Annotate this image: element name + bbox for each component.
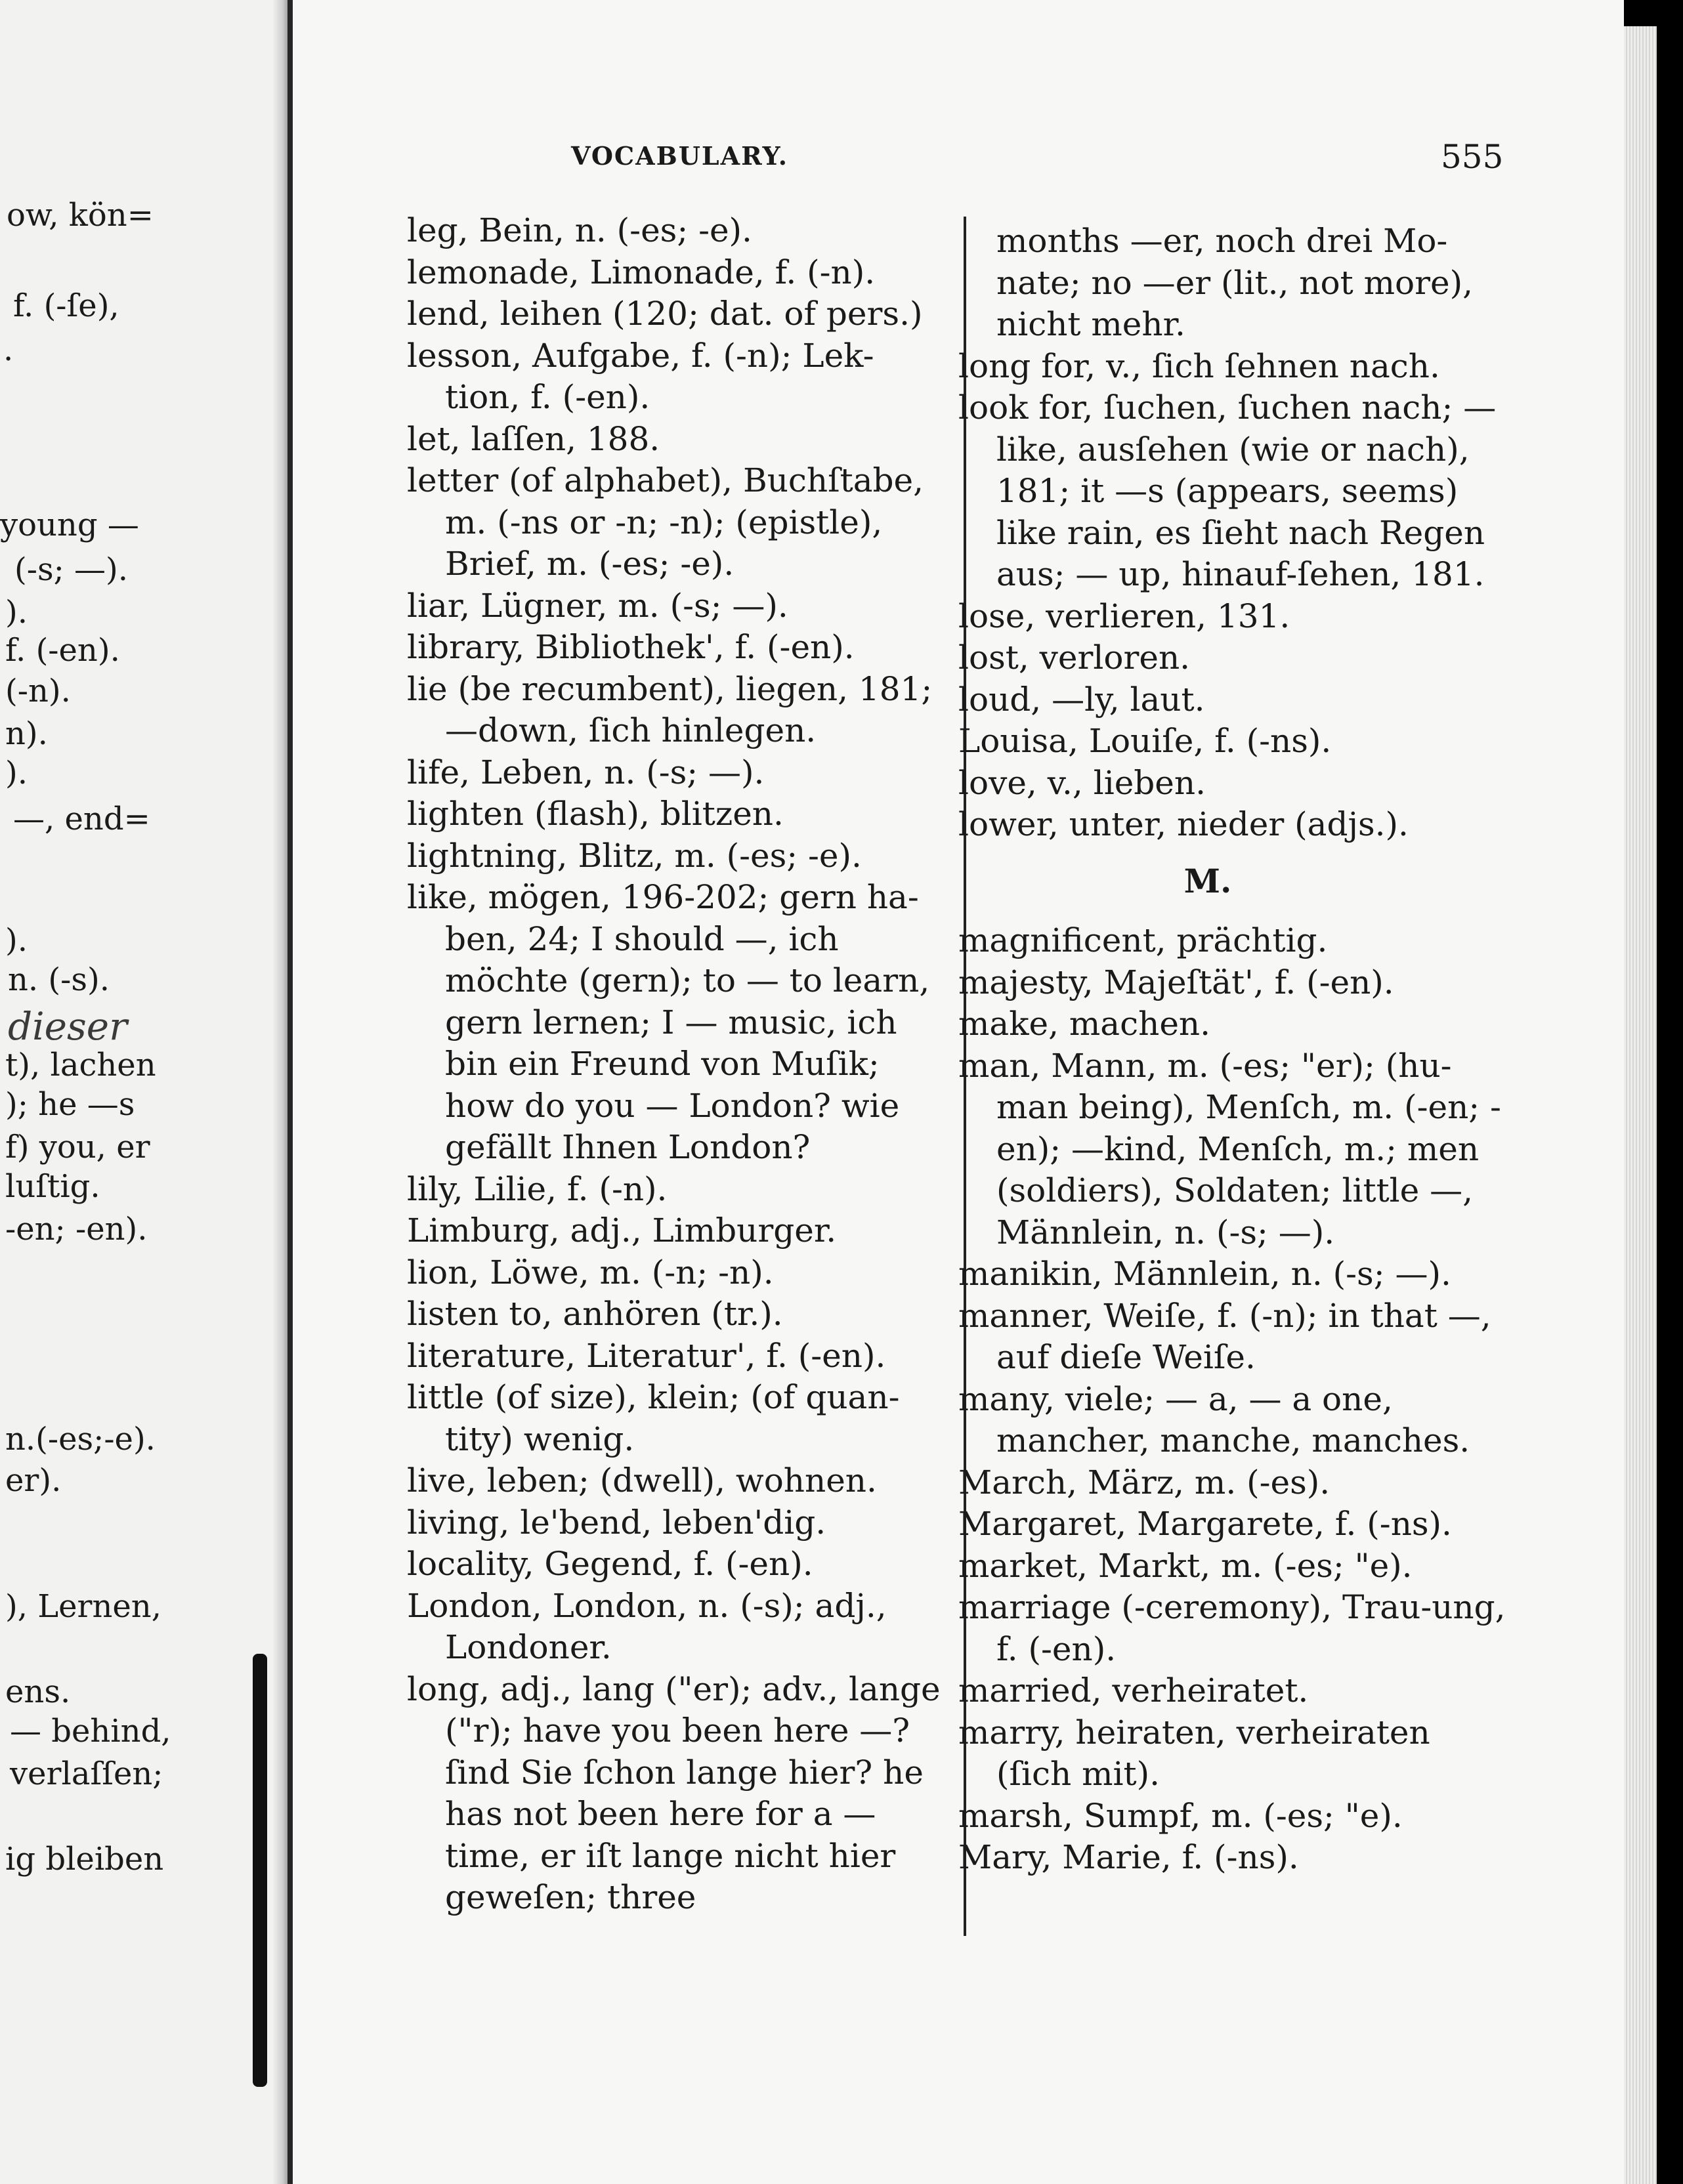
left-fragment: — behind, [10,1713,171,1750]
vocab-entry: married, verheiratet. [958,1671,1309,1710]
vocab-entry: many, viele; — a, — a one, mancher, manche, manches. [958,1379,1470,1460]
vocab-entry: lemonade, Limonade, f. (-n). [407,253,876,291]
vocab-entry: marsh, Sumpf, m. (-es; "e). [958,1796,1403,1835]
left-fragment: n.(-es;-e). [5,1421,156,1458]
vocabulary-column-right [958,220,1510,1879]
vocab-entry: lie (be recumbent), liegen, 181; —down, ſich hinlegen. [407,669,933,749]
left-fragment: n. (-s). [8,961,110,998]
vocab-entry: Limburg, adj., Limburger. [407,1211,837,1250]
vocab-entry: lose, verlieren, 131. [958,597,1290,635]
left-fragment: luſtig. [5,1168,100,1205]
vocab-entry: lesson, Aufgabe, f. (-n); Lek-tion, f. (-en). [407,336,874,416]
vocab-entry: leg, Bein, n. (-es; -e). [407,211,752,249]
vocab-entry: make, machen. [958,1005,1211,1043]
left-page [0,0,288,2184]
left-fragment: er). [5,1462,62,1499]
vocab-entry: lightning, Blitz, m. (-es; -e). [407,836,862,875]
left-fragment: f. (-en). [5,632,120,669]
handwritten-note: dieser [8,1004,127,1049]
vocab-entry: listen to, anhören (tr.). [407,1295,783,1333]
page-edge [1624,26,1657,2184]
vocab-entry: letter (of alphabet), Buchſtabe, m. (-ns or -n; -n); (epistle), Brief, m. (-es; -e). [407,461,924,583]
vocab-entry: look for, ſuchen, ſuchen nach; — like, ausſehen (wie or nach), 181; it —s (appears, seems) like rain, es ſieht nach Regen aus; — up, hinauf-ſehen, 181. [958,388,1497,593]
left-fragment: n). [5,715,48,752]
left-fragment: ens. [5,1673,71,1710]
left-fragment: ). [5,755,28,791]
left-fragment: ). [5,594,28,631]
vocab-entry: little (of size), klein; (of quan-tity) wenig. [407,1378,900,1458]
vocab-entry: lost, verloren. [958,639,1191,677]
running-head: VOCABULARY. [571,141,788,171]
vocab-entry: manikin, Männlein, n. (-s; —). [958,1255,1451,1293]
vocab-entry: Louisa, Louiſe, f. (-ns). [958,722,1332,760]
vocab-entry: like, mögen, 196-202; gern ha-ben, 24; I should —, ich möchte (gern); to — to learn, gern lernen; I — music, ich bin ein Freund von Muſik; how do you — London? wie gefällt Ihnen London? [407,878,930,1166]
vocab-entry: long, adj., lang ("er); adv., lange ("r); have you been here —? ſind Sie ſchon lange hier? he has not been here for a — time, er iſt lange nicht hier geweſen; three [407,1670,941,1916]
left-fragment: . [3,331,14,368]
gutter-line [288,0,293,2184]
left-fragment: -en; -en). [5,1211,148,1248]
vocab-entry: marry, heiraten, verheiraten (ſich mit). [958,1713,1430,1793]
left-fragment: ), Lernen, [5,1588,161,1625]
vocab-entry: lighten (flash), blitzen. [407,795,784,833]
vocab-entry: lily, Lilie, f. (-n). [407,1169,668,1208]
vocab-entry: liar, Lügner, m. (-s; —). [407,586,788,625]
left-fragment: ig bleiben [5,1841,164,1878]
vocab-entry: loud, —ly, laut. [958,680,1205,719]
left-fragment: young — [0,507,139,543]
left-fragment: verlaſſen; [10,1755,163,1792]
vocab-entry: long for, v., ſich ſehnen nach. [958,346,1440,385]
vocab-entry: lion, Löwe, m. (-n; -n). [407,1253,774,1292]
vocab-entry: Mary, Marie, f. (-ns). [958,1838,1299,1876]
vocab-entry: locality, Gegend, f. (-en). [407,1545,813,1583]
binding-strip [253,1654,267,2087]
vocab-entry: manner, Weiſe, f. (-n); in that —, auf dieſe Weiſe. [958,1296,1491,1376]
vocab-entry: live, leben; (dwell), wohnen. [407,1461,877,1500]
vocab-entry: library, Bibliothek', f. (-en). [407,628,855,666]
vocab-entry: living, le'bend, leben'dig. [407,1503,826,1542]
vocab-entry: marriage (-ceremony), Trau-ung, f. (-en). [958,1588,1506,1668]
left-fragment: ow, kön= [7,197,154,234]
vocab-entry: lend, leihen (120; dat. of pers.) [407,295,923,333]
vocab-entry: March, März, m. (-es). [958,1463,1331,1502]
vocab-entry: lower, unter, nieder (adjs.). [958,805,1409,843]
left-fragment: ). [5,922,28,959]
vocab-entry: love, v., lieben. [958,763,1206,802]
vocab-entry: let, laſſen, 188. [407,419,660,458]
left-fragment: (-s; —). [14,551,128,588]
left-fragment: (-n). [5,673,71,709]
left-fragment: —, end= [13,801,150,837]
vocab-entry: magnificent, prächtig. [958,921,1328,959]
vocab-entry: London, London, n. (-s); adj., Londoner. [407,1586,887,1666]
vocab-entry-continuation: months —er, noch drei Mo-nate; no —er (lit., not more), nicht mehr. [996,222,1473,343]
page-number: 555 [1441,138,1504,176]
vocab-entry: man, Mann, m. (-es; "er); (hu-man being), Menſch, m. (-en; -en); —kind, Menſch, m.; men (soldiers), Soldaten; little —, Männlein, n. (-s; —). [958,1046,1501,1251]
vocabulary-column-left [407,210,945,1919]
vocab-entry: majesty, Majeſtät', f. (-en). [958,963,1394,1001]
left-fragment: f. (-ſe), [13,287,119,324]
left-fragment: t), lachen [5,1047,156,1083]
gutter-shadow [272,0,288,2184]
section-letter: M. [1183,861,1232,900]
left-fragment: f) you, er [5,1129,150,1166]
vocab-entry: Margaret, Margarete, f. (-ns). [958,1505,1452,1543]
vocab-entry: market, Markt, m. (-es; "e). [958,1546,1413,1585]
vocab-entry: life, Leben, n. (-s; —). [407,753,765,791]
left-fragment: ); he —s [5,1086,135,1123]
vocab-entry: literature, Literatur', f. (-en). [407,1336,886,1375]
